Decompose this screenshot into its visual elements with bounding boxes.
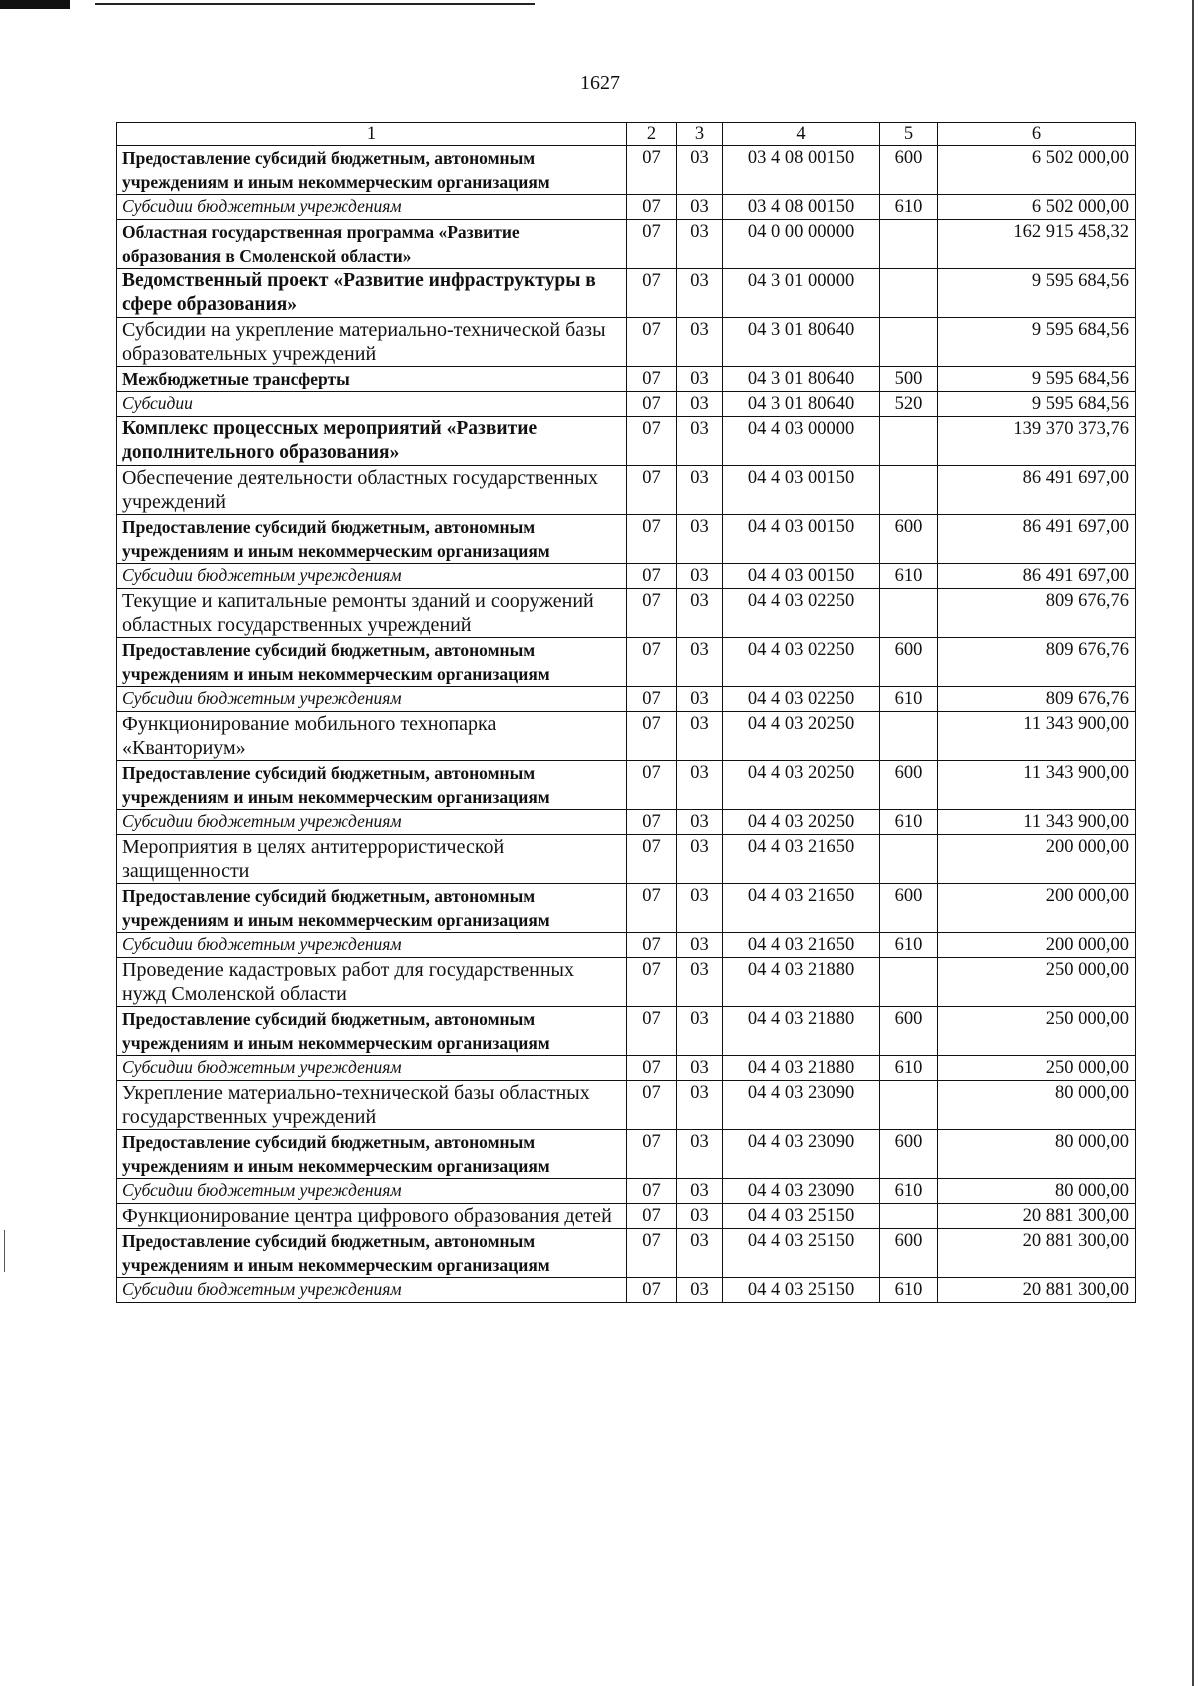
- row-subsection-cell: 03: [677, 589, 723, 638]
- row-target-code-cell: 04 4 03 00150: [723, 515, 880, 564]
- row-target-code-cell: 04 4 03 21880: [723, 1056, 880, 1081]
- row-amount-cell: 9 595 684,56: [938, 367, 1136, 392]
- row-section-cell: 07: [627, 810, 677, 835]
- row-amount-cell: 200 000,00: [938, 835, 1136, 884]
- row-amount-cell: 9 595 684,56: [938, 269, 1136, 318]
- row-subsection-cell: 03: [677, 884, 723, 933]
- row-section-cell: 07: [627, 589, 677, 638]
- row-section-cell: 07: [627, 687, 677, 712]
- row-subsection-cell: 03: [677, 1056, 723, 1081]
- row-subsection-cell: 03: [677, 269, 723, 318]
- row-amount-cell: 9 595 684,56: [938, 392, 1136, 417]
- row-name-cell: Субсидии бюджетным учреждениям: [117, 195, 627, 220]
- row-amount-cell: 139 370 373,76: [938, 417, 1136, 466]
- row-expense-type-cell: [880, 417, 938, 466]
- row-name-cell: Текущие и капитальные ремонты зданий и сооружений областных государственных учреждений: [117, 589, 627, 638]
- row-amount-cell: 80 000,00: [938, 1081, 1136, 1130]
- row-expense-type-cell: [880, 318, 938, 367]
- row-target-code-cell: 04 4 03 21650: [723, 884, 880, 933]
- row-expense-type-cell: 600: [880, 146, 938, 195]
- row-section-cell: 07: [627, 195, 677, 220]
- row-expense-type-cell: [880, 835, 938, 884]
- row-amount-cell: 9 595 684,56: [938, 318, 1136, 367]
- row-target-code-cell: 04 4 03 21650: [723, 835, 880, 884]
- row-expense-type-cell: [880, 466, 938, 515]
- row-name-cell: Субсидии на укрепление материально-технической базы образовательных учреждений: [117, 318, 627, 367]
- row-section-cell: 07: [627, 884, 677, 933]
- row-section-cell: 07: [627, 515, 677, 564]
- row-subsection-cell: 03: [677, 1179, 723, 1204]
- table-row: [117, 884, 1136, 933]
- table-row: [117, 835, 1136, 884]
- row-subsection-cell: 03: [677, 958, 723, 1007]
- row-section-cell: 07: [627, 367, 677, 392]
- row-name-cell: Мероприятия в целях антитеррористической защищенности: [117, 835, 627, 884]
- row-target-code-cell: 04 4 03 20250: [723, 712, 880, 761]
- scan-edge-right: [1192, 0, 1194, 1686]
- row-expense-type-cell: [880, 589, 938, 638]
- row-amount-cell: 200 000,00: [938, 884, 1136, 933]
- row-name-cell: Функционирование мобильного технопарка «Кванториум»: [117, 712, 627, 761]
- row-subsection-cell: 03: [677, 638, 723, 687]
- row-name-cell: Предоставление субсидий бюджетным, автономным учреждениям и иным некоммерческим организациям: [117, 761, 627, 810]
- row-expense-type-cell: [880, 220, 938, 269]
- table-row: [117, 146, 1136, 195]
- row-expense-type-cell: 610: [880, 1278, 938, 1303]
- row-target-code-cell: 04 4 03 23090: [723, 1130, 880, 1179]
- row-section-cell: 07: [627, 1204, 677, 1229]
- row-expense-type-cell: 610: [880, 810, 938, 835]
- row-name-cell: Предоставление субсидий бюджетным, автономным учреждениям и иным некоммерческим организациям: [117, 1229, 627, 1278]
- row-target-code-cell: 04 4 03 21650: [723, 933, 880, 958]
- row-amount-cell: 86 491 697,00: [938, 564, 1136, 589]
- table-row: [117, 417, 1136, 466]
- row-name-cell: Субсидии бюджетным учреждениям: [117, 687, 627, 712]
- table-row: [117, 1056, 1136, 1081]
- row-amount-cell: 11 343 900,00: [938, 761, 1136, 810]
- row-section-cell: 07: [627, 1179, 677, 1204]
- row-amount-cell: 6 502 000,00: [938, 195, 1136, 220]
- scan-mark-top: [0, 0, 70, 9]
- row-section-cell: 07: [627, 220, 677, 269]
- row-section-cell: 07: [627, 958, 677, 1007]
- row-name-cell: Предоставление субсидий бюджетным, автономным учреждениям и иным некоммерческим организациям: [117, 884, 627, 933]
- row-target-code-cell: 04 4 03 25150: [723, 1229, 880, 1278]
- table-row: [117, 810, 1136, 835]
- row-subsection-cell: 03: [677, 318, 723, 367]
- row-section-cell: 07: [627, 638, 677, 687]
- row-expense-type-cell: 600: [880, 1229, 938, 1278]
- row-section-cell: 07: [627, 1007, 677, 1056]
- row-target-code-cell: 03 4 08 00150: [723, 195, 880, 220]
- scan-rule-top: [95, 3, 535, 5]
- row-target-code-cell: 04 4 03 20250: [723, 761, 880, 810]
- row-subsection-cell: 03: [677, 367, 723, 392]
- table-row: [117, 1204, 1136, 1229]
- row-name-cell: Субсидии бюджетным учреждениям: [117, 1179, 627, 1204]
- row-name-cell: Обеспечение деятельности областных государственных учреждений: [117, 466, 627, 515]
- row-target-code-cell: 04 4 03 00150: [723, 466, 880, 515]
- row-expense-type-cell: 520: [880, 392, 938, 417]
- row-expense-type-cell: 610: [880, 687, 938, 712]
- row-expense-type-cell: 610: [880, 1056, 938, 1081]
- row-target-code-cell: 04 0 00 00000: [723, 220, 880, 269]
- row-expense-type-cell: 610: [880, 1179, 938, 1204]
- row-section-cell: 07: [627, 1081, 677, 1130]
- row-subsection-cell: 03: [677, 466, 723, 515]
- scan-mark-left: [4, 1230, 5, 1272]
- table-row: [117, 589, 1136, 638]
- row-section-cell: 07: [627, 146, 677, 195]
- row-section-cell: 07: [627, 392, 677, 417]
- row-subsection-cell: 03: [677, 392, 723, 417]
- header-col-6: 6: [938, 123, 1136, 146]
- row-amount-cell: 20 881 300,00: [938, 1229, 1136, 1278]
- row-name-cell: Предоставление субсидий бюджетным, автономным учреждениям и иным некоммерческим организациям: [117, 1007, 627, 1056]
- row-name-cell: Ведомственный проект «Развитие инфраструктуры в сфере образования»: [117, 269, 627, 318]
- row-target-code-cell: 04 3 01 80640: [723, 318, 880, 367]
- row-name-cell: Предоставление субсидий бюджетным, автономным учреждениям и иным некоммерческим организациям: [117, 515, 627, 564]
- row-name-cell: Комплекс процессных мероприятий «Развитие дополнительного образования»: [117, 417, 627, 466]
- row-amount-cell: 809 676,76: [938, 589, 1136, 638]
- row-subsection-cell: 03: [677, 712, 723, 761]
- row-expense-type-cell: 600: [880, 761, 938, 810]
- table-row: [117, 269, 1136, 318]
- row-subsection-cell: 03: [677, 1130, 723, 1179]
- row-target-code-cell: 03 4 08 00150: [723, 146, 880, 195]
- row-name-cell: Функционирование центра цифрового образования детей: [117, 1204, 627, 1229]
- row-amount-cell: 6 502 000,00: [938, 146, 1136, 195]
- row-target-code-cell: 04 4 03 25150: [723, 1278, 880, 1303]
- row-target-code-cell: 04 3 01 00000: [723, 269, 880, 318]
- row-expense-type-cell: [880, 958, 938, 1007]
- row-subsection-cell: 03: [677, 220, 723, 269]
- page-number: 1627: [580, 72, 620, 94]
- row-name-cell: Предоставление субсидий бюджетным, автономным учреждениям и иным некоммерческим организациям: [117, 146, 627, 195]
- row-amount-cell: 11 343 900,00: [938, 810, 1136, 835]
- row-name-cell: Субсидии бюджетным учреждениям: [117, 1056, 627, 1081]
- row-amount-cell: 809 676,76: [938, 638, 1136, 687]
- row-subsection-cell: 03: [677, 761, 723, 810]
- row-expense-type-cell: [880, 712, 938, 761]
- row-amount-cell: 250 000,00: [938, 1056, 1136, 1081]
- row-amount-cell: 11 343 900,00: [938, 712, 1136, 761]
- row-target-code-cell: 04 4 03 00150: [723, 564, 880, 589]
- row-subsection-cell: 03: [677, 1007, 723, 1056]
- row-target-code-cell: 04 4 03 20250: [723, 810, 880, 835]
- row-name-cell: Межбюджетные трансферты: [117, 367, 627, 392]
- row-target-code-cell: 04 4 03 00000: [723, 417, 880, 466]
- row-expense-type-cell: 600: [880, 884, 938, 933]
- row-name-cell: Предоставление субсидий бюджетным, автономным учреждениям и иным некоммерческим организациям: [117, 638, 627, 687]
- row-section-cell: 07: [627, 933, 677, 958]
- row-subsection-cell: 03: [677, 810, 723, 835]
- row-expense-type-cell: 600: [880, 638, 938, 687]
- row-section-cell: 07: [627, 466, 677, 515]
- header-col-2: 2: [627, 123, 677, 146]
- header-col-5: 5: [880, 123, 938, 146]
- row-subsection-cell: 03: [677, 1081, 723, 1130]
- row-subsection-cell: 03: [677, 195, 723, 220]
- row-subsection-cell: 03: [677, 687, 723, 712]
- row-subsection-cell: 03: [677, 564, 723, 589]
- table-row: [117, 318, 1136, 367]
- row-expense-type-cell: 600: [880, 515, 938, 564]
- row-target-code-cell: 04 4 03 23090: [723, 1179, 880, 1204]
- row-target-code-cell: 04 4 03 25150: [723, 1204, 880, 1229]
- row-subsection-cell: 03: [677, 417, 723, 466]
- row-target-code-cell: 04 3 01 80640: [723, 392, 880, 417]
- row-subsection-cell: 03: [677, 933, 723, 958]
- row-section-cell: 07: [627, 712, 677, 761]
- header-col-4: 4: [723, 123, 880, 146]
- row-amount-cell: 162 915 458,32: [938, 220, 1136, 269]
- header-row: [117, 123, 1136, 146]
- row-section-cell: 07: [627, 318, 677, 367]
- row-name-cell: Субсидии бюджетным учреждениям: [117, 1278, 627, 1303]
- table-row: [117, 367, 1136, 392]
- row-section-cell: 07: [627, 1056, 677, 1081]
- row-subsection-cell: 03: [677, 1229, 723, 1278]
- row-amount-cell: 80 000,00: [938, 1179, 1136, 1204]
- table-row: [117, 392, 1136, 417]
- row-expense-type-cell: 600: [880, 1130, 938, 1179]
- budget-table: [116, 122, 1136, 1303]
- row-name-cell: Субсидии бюджетным учреждениям: [117, 810, 627, 835]
- table-row: [117, 195, 1136, 220]
- header-col-3: 3: [677, 123, 723, 146]
- row-amount-cell: 250 000,00: [938, 958, 1136, 1007]
- table-row: [117, 712, 1136, 761]
- row-subsection-cell: 03: [677, 515, 723, 564]
- row-target-code-cell: 04 4 03 21880: [723, 958, 880, 1007]
- table-row: [117, 1130, 1136, 1179]
- table-row: [117, 220, 1136, 269]
- row-section-cell: 07: [627, 1278, 677, 1303]
- row-expense-type-cell: [880, 1204, 938, 1229]
- table-body: [117, 146, 1136, 1303]
- table-row: [117, 564, 1136, 589]
- row-section-cell: 07: [627, 269, 677, 318]
- row-amount-cell: 250 000,00: [938, 1007, 1136, 1056]
- row-target-code-cell: 04 3 01 80640: [723, 367, 880, 392]
- row-amount-cell: 20 881 300,00: [938, 1204, 1136, 1229]
- row-section-cell: 07: [627, 761, 677, 810]
- table-row: [117, 958, 1136, 1007]
- row-amount-cell: 86 491 697,00: [938, 466, 1136, 515]
- row-name-cell: Субсидии бюджетным учреждениям: [117, 933, 627, 958]
- row-target-code-cell: 04 4 03 21880: [723, 1007, 880, 1056]
- table-row: [117, 1179, 1136, 1204]
- row-expense-type-cell: [880, 1081, 938, 1130]
- table-row: [117, 933, 1136, 958]
- table-row: [117, 761, 1136, 810]
- table-row: [117, 638, 1136, 687]
- row-expense-type-cell: 610: [880, 195, 938, 220]
- table-row: [117, 1278, 1136, 1303]
- row-name-cell: Субсидии бюджетным учреждениям: [117, 564, 627, 589]
- row-name-cell: Укрепление материально-технической базы областных государственных учреждений: [117, 1081, 627, 1130]
- row-section-cell: 07: [627, 835, 677, 884]
- row-section-cell: 07: [627, 1229, 677, 1278]
- row-target-code-cell: 04 4 03 23090: [723, 1081, 880, 1130]
- row-expense-type-cell: [880, 269, 938, 318]
- row-target-code-cell: 04 4 03 02250: [723, 687, 880, 712]
- row-target-code-cell: 04 4 03 02250: [723, 589, 880, 638]
- row-name-cell: Предоставление субсидий бюджетным, автономным учреждениям и иным некоммерческим организациям: [117, 1130, 627, 1179]
- table-row: [117, 1007, 1136, 1056]
- row-expense-type-cell: 500: [880, 367, 938, 392]
- row-subsection-cell: 03: [677, 1278, 723, 1303]
- row-expense-type-cell: 610: [880, 564, 938, 589]
- row-expense-type-cell: 610: [880, 933, 938, 958]
- row-subsection-cell: 03: [677, 146, 723, 195]
- row-name-cell: Проведение кадастровых работ для государственных нужд Смоленской области: [117, 958, 627, 1007]
- row-amount-cell: 200 000,00: [938, 933, 1136, 958]
- row-section-cell: 07: [627, 1130, 677, 1179]
- row-target-code-cell: 04 4 03 02250: [723, 638, 880, 687]
- header-col-1: 1: [117, 123, 627, 146]
- row-amount-cell: 809 676,76: [938, 687, 1136, 712]
- row-name-cell: Областная государственная программа «Развитие образования в Смоленской области»: [117, 220, 627, 269]
- row-subsection-cell: 03: [677, 1204, 723, 1229]
- table-row: [117, 1229, 1136, 1278]
- row-expense-type-cell: 600: [880, 1007, 938, 1056]
- row-amount-cell: 20 881 300,00: [938, 1278, 1136, 1303]
- row-name-cell: Субсидии: [117, 392, 627, 417]
- table-row: [117, 687, 1136, 712]
- row-amount-cell: 86 491 697,00: [938, 515, 1136, 564]
- row-section-cell: 07: [627, 417, 677, 466]
- table-row: [117, 466, 1136, 515]
- table-row: [117, 515, 1136, 564]
- row-section-cell: 07: [627, 564, 677, 589]
- row-amount-cell: 80 000,00: [938, 1130, 1136, 1179]
- row-subsection-cell: 03: [677, 835, 723, 884]
- table-row: [117, 1081, 1136, 1130]
